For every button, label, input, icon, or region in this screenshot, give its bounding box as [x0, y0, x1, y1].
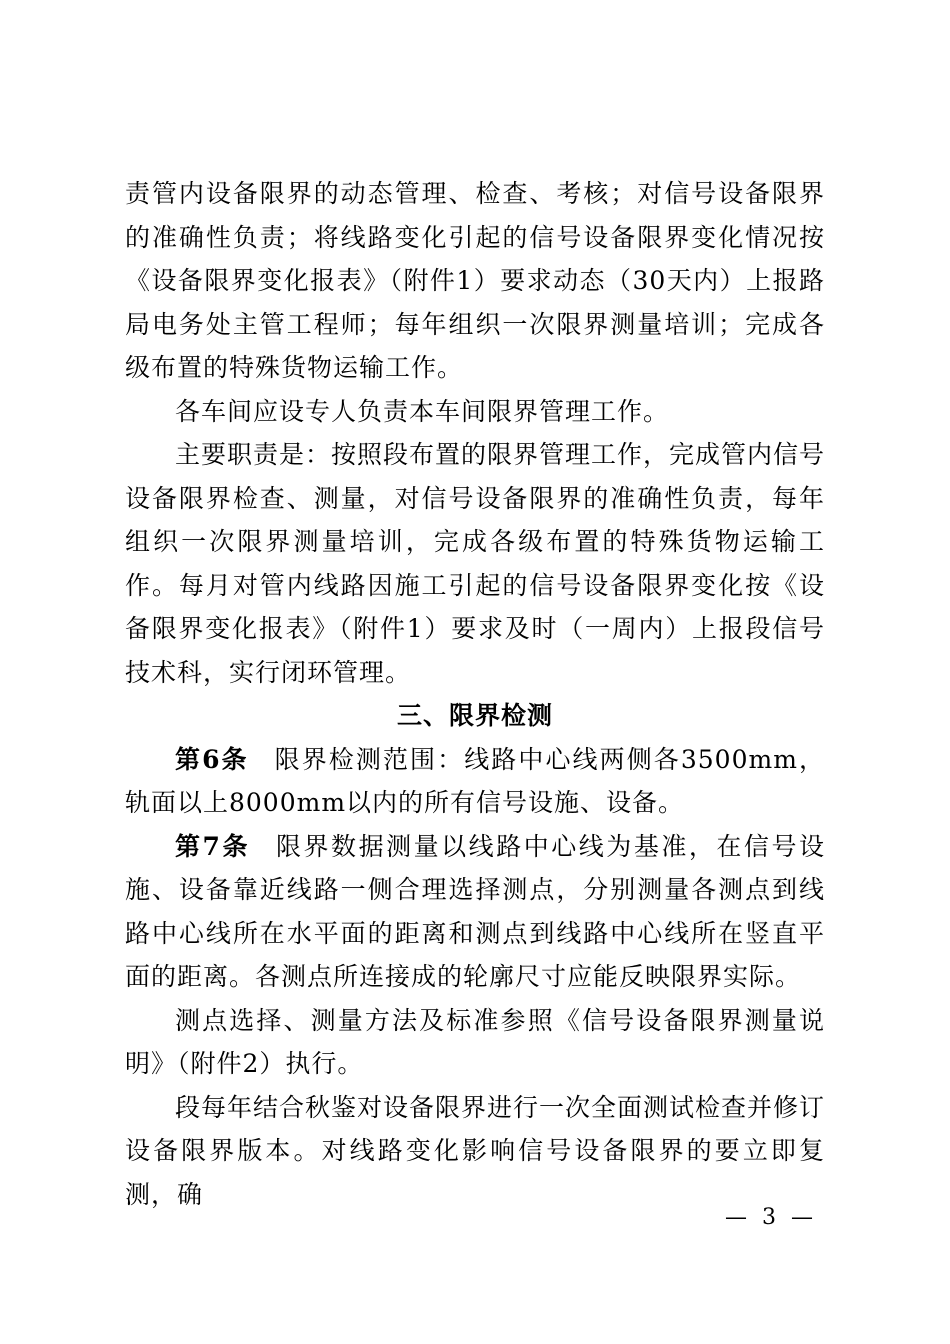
paragraph-annual-inspection: 段每年结合秋鉴对设备限界进行一次全面测试检查并修订设备限界版本。对线路变化影响信号设备限界的要立即复测，确	[125, 1092, 826, 1209]
article-6-text: 限界检测范围：线路中心线两侧各3500mm，轨面以上8000mm以内的所有信号设施、设备。	[125, 744, 825, 817]
article-6	[125, 738, 825, 825]
section-heading: 三、限界检测	[396, 701, 553, 730]
page-number: — 3 —	[725, 1205, 817, 1230]
article-6-number: 第6条	[175, 744, 249, 774]
article-7	[125, 825, 825, 999]
paragraph-measurement-reference: 测点选择、测量方法及标准参照《信号设备限界测量说明》（附件2）执行。	[125, 1005, 825, 1078]
paragraph-workshop-staffing: 各车间应设专人负责本车间限界管理工作。	[175, 396, 670, 426]
article-7-number: 第7条	[175, 831, 250, 861]
paragraph-continued: 责管内设备限界的动态管理、检查、考核；对信号设备限界的准确性负责；将线路变化引起的信号设备限界变化情况按《设备限界变化报表》（附件1）要求动态（30天内）上报路局电务处主管工程师；每年组织一次限界测量培训；完成各级布置的特殊货物运输工作。	[125, 179, 825, 382]
document-body	[125, 172, 825, 1216]
article-7-text: 限界数据测量以线路中心线为基准，在信号设施、设备靠近线路一侧合理选择测点，分别测量各测点到线路中心线所在水平面的距离和测点到线路中心线所在竖直平面的距离。各测点所连接成的轮廓尺寸应能反映限界实际。	[125, 831, 825, 991]
paragraph-main-duties: 主要职责是：按照段布置的限界管理工作，完成管内信号设备限界检查、测量，对信号设备限界的准确性负责，每年组织一次限界测量培训，完成各级布置的特殊货物运输工作。每月对管内线路因施工引起的信号设备限界变化按《设备限界变化报表》（附件1）要求及时（一周内）上报段信号技术科，实行闭环管理。	[125, 440, 826, 687]
